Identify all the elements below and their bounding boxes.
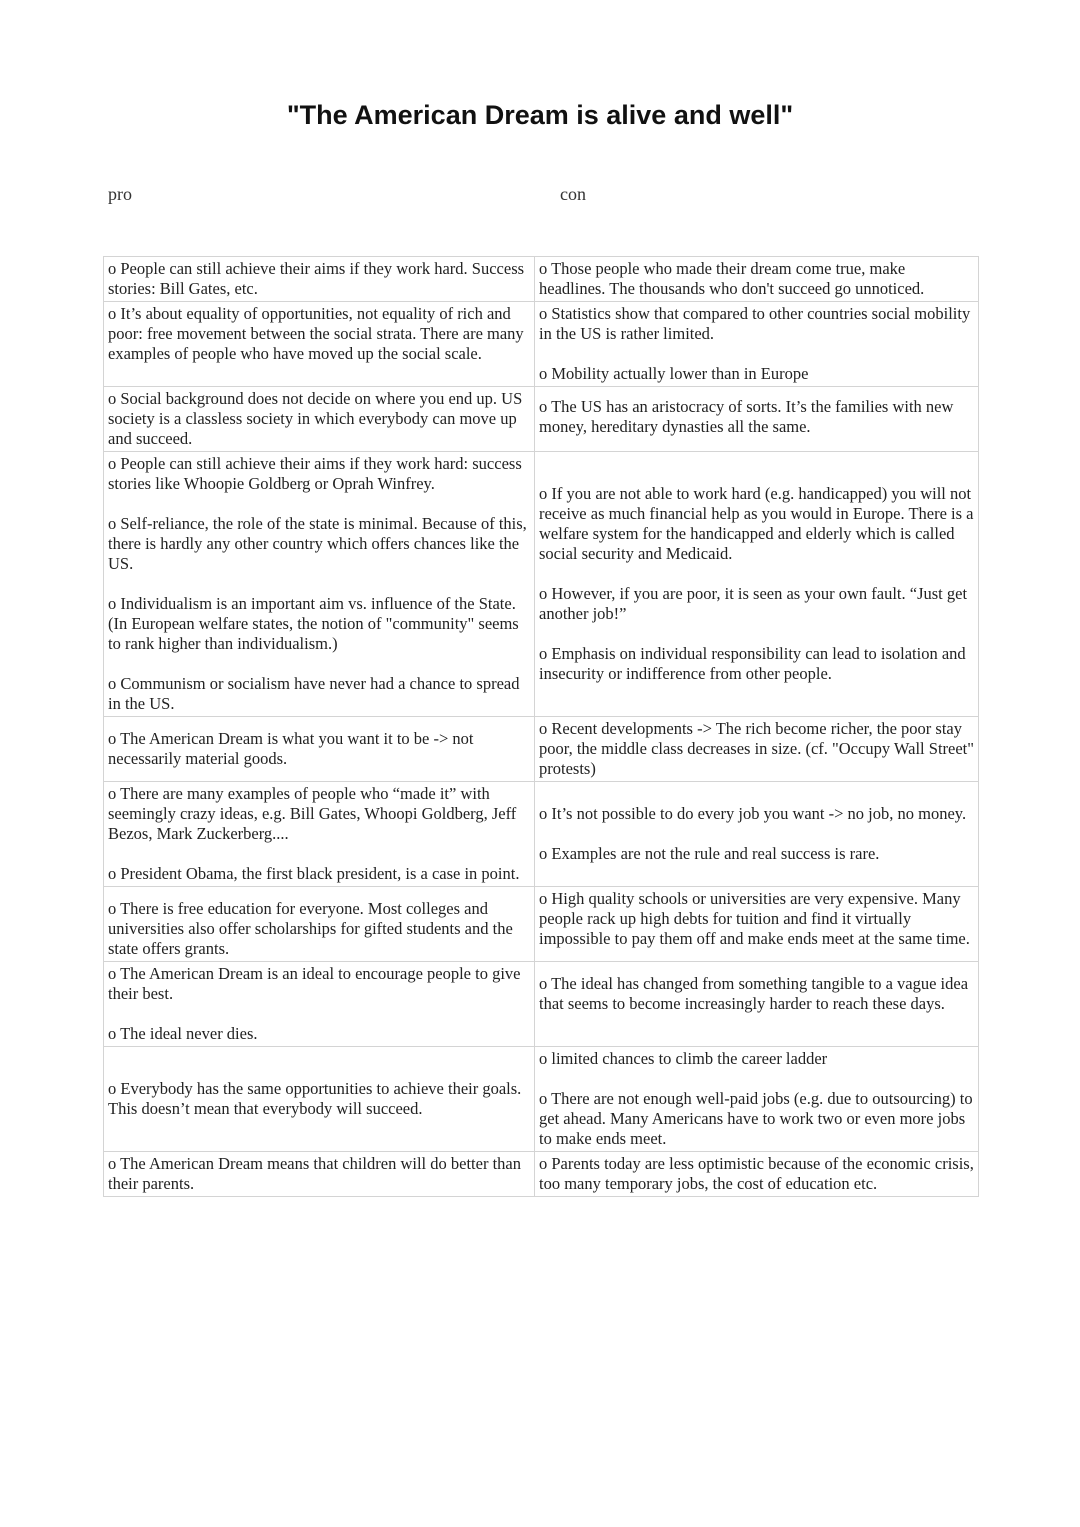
- con-point: o However, if you are poor, it is seen as your own fault. “Just get another job!”: [539, 584, 968, 623]
- table-row: [104, 386, 978, 451]
- con-cell: [535, 717, 978, 781]
- pro-point: o President Obama, the first black president, is a case in point.: [108, 864, 520, 883]
- pro-point: o People can still achieve their aims if they work hard: success stories like Whoopie Goldberg or Oprah Winfrey.: [108, 454, 522, 493]
- pro-point: o Social background does not decide on where you end up. US society is a classless society in which everybody can move up and succeed.: [108, 389, 523, 448]
- con-point: o Parents today are less optimistic because of the economic crisis, too many temporary jobs, the cost of education etc.: [539, 1154, 974, 1193]
- con-point: o limited chances to climb the career ladder: [539, 1049, 828, 1068]
- con-point: o Recent developments -> The rich become richer, the poor stay poor, the middle class decreases in size. (cf. "Occupy Wall Street" protests): [539, 719, 974, 778]
- pro-column-heading: pro: [108, 184, 132, 204]
- pro-cell: [104, 962, 535, 1046]
- table-row: [104, 257, 978, 301]
- table-row: [104, 301, 978, 386]
- pro-cell: [104, 887, 535, 961]
- pro-point: o People can still achieve their aims if they work hard. Success stories: Bill Gates, etc.: [108, 259, 525, 298]
- con-cell: [535, 257, 978, 301]
- pro-cell: [104, 717, 535, 781]
- con-point: o Emphasis on individual responsibility can lead to isolation and insecurity or indifference from other people.: [539, 644, 966, 683]
- pro-point: o Self-reliance, the role of the state is minimal. Because of this, there is hardly any other country which offers chances like the US.: [108, 514, 527, 573]
- con-cell: [535, 452, 978, 716]
- con-cell: [535, 302, 978, 386]
- table-row: [104, 716, 978, 781]
- con-cell: [535, 782, 978, 886]
- pro-point: o Communism or socialism have never had a chance to spread in the US.: [108, 674, 520, 713]
- con-point: o Those people who made their dream come true, make headlines. The thousands who don't succeed go unnoticed.: [539, 259, 925, 298]
- con-point: o Statistics show that compared to other countries social mobility in the US is rather limited.: [539, 304, 971, 343]
- pro-point: o Individualism is an important aim vs. influence of the State. (In European welfare states, the notion of "community" seems to rank higher than individualism.): [108, 594, 519, 653]
- con-point: o There are not enough well-paid jobs (e.g. due to outsourcing) to get ahead. Many Americans have to work two or even more jobs to make ends meet.: [539, 1089, 973, 1148]
- pro-cell: [104, 452, 535, 716]
- con-point: o High quality schools or universities are very expensive. Many people rack up high debts for tuition and find it virtually impossible to pay them off and make ends meet at the same time.: [539, 889, 970, 948]
- pro-cell: [104, 1152, 535, 1196]
- con-point: o The ideal has changed from something tangible to a vague idea that seems to become increasingly harder to reach these days.: [539, 974, 969, 1013]
- table-row: [104, 961, 978, 1046]
- pro-cell: [104, 1047, 535, 1151]
- pro-cell: [104, 302, 535, 386]
- table-row: [104, 1151, 978, 1196]
- con-cell: [535, 1047, 978, 1151]
- table-row: [104, 451, 978, 716]
- con-cell: [535, 387, 978, 451]
- con-cell: [535, 887, 978, 961]
- con-column-heading: con: [560, 184, 586, 204]
- pro-point: o It’s about equality of opportunities, not equality of rich and poor: free movement between the social strata. There are many examples of people who have moved up the social scale.: [108, 304, 524, 363]
- table-row: [104, 1046, 978, 1151]
- con-cell: [535, 962, 978, 1046]
- pro-cell: [104, 387, 535, 451]
- con-point: o If you are not able to work hard (e.g. handicapped) you will not receive as much financial help as you would in Europe. There is a welfare system for the handicapped and elderly which is called social security and Medicaid.: [539, 484, 974, 563]
- pro-con-table: [103, 256, 979, 1197]
- pro-point: o There are many examples of people who “made it” with seemingly crazy ideas, e.g. Bill Gates, Whoopi Goldberg, Jeff Bezos, Mark Zuckerberg....: [108, 784, 517, 843]
- pro-point: o Everybody has the same opportunities to achieve their goals. This doesn’t mean that everybody will succeed.: [108, 1079, 522, 1118]
- table-row: [104, 886, 978, 961]
- con-cell: [535, 1152, 978, 1196]
- document-title: "The American Dream is alive and well": [286, 100, 794, 130]
- con-point: o Examples are not the rule and real success is rare.: [539, 844, 880, 863]
- pro-cell: [104, 782, 535, 886]
- pro-point: o The American Dream is what you want it to be -> not necessarily material goods.: [108, 729, 474, 768]
- pro-point: o The American Dream means that children will do better than their parents.: [108, 1154, 521, 1193]
- con-point: o The US has an aristocracy of sorts. It’s the families with new money, hereditary dynasties all the same.: [539, 397, 954, 436]
- pro-point: o There is free education for everyone. Most colleges and universities also offer scholarships for gifted students and the state offers grants.: [108, 899, 513, 958]
- pro-point: o The ideal never dies.: [108, 1024, 258, 1043]
- pro-cell: [104, 257, 535, 301]
- table-row: [104, 781, 978, 886]
- con-point: o It’s not possible to do every job you want -> no job, no money.: [539, 804, 967, 823]
- con-point: o Mobility actually lower than in Europe: [539, 364, 809, 383]
- pro-point: o The American Dream is an ideal to encourage people to give their best.: [108, 964, 521, 1003]
